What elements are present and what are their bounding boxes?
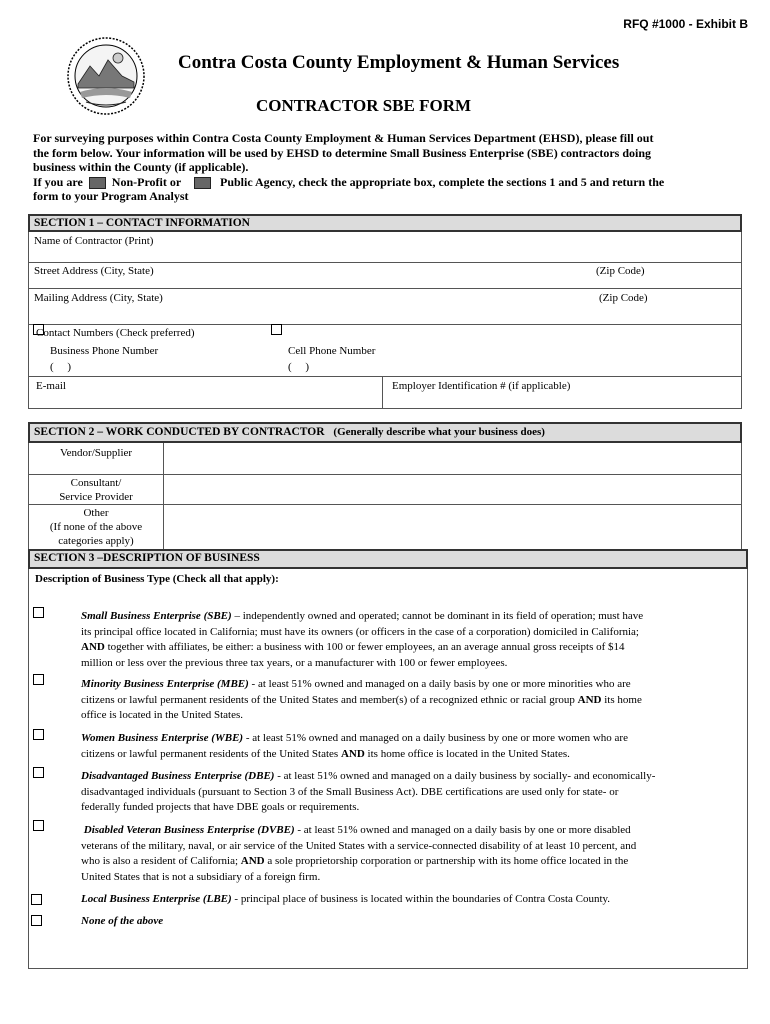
sbe-text: million or less over the previous three tax years, or a manufacturer with 100 or fewer employees. [81, 656, 508, 669]
lbe-text: - principal place of business is located within the boundaries of Contra Costa County. [231, 893, 611, 905]
sbe-description [81, 609, 741, 671]
intro-line: business within the County (if applicable). [33, 160, 249, 174]
non-profit-label: Non-Profit or [111, 174, 181, 189]
sbe-title: Small Business Enterprise (SBE) [81, 610, 232, 622]
street-address-label: Street Address (City, State) [34, 265, 154, 277]
county-seal-logo [66, 36, 146, 116]
business-phone-field[interactable]: ( ) [50, 361, 72, 373]
and-text: AND [340, 747, 365, 760]
and-text: AND [81, 641, 105, 653]
dbe-text: - at least 51% owned and managed on a daily business by socially- and economically- [274, 770, 656, 782]
consultant-field[interactable] [165, 475, 740, 503]
and-text: AND [240, 855, 265, 867]
wbe-checkbox[interactable] [33, 729, 44, 740]
consultant-label [29, 476, 163, 504]
row-label-line: Consultant/ [70, 477, 122, 489]
dbe-text: federally funded projects that have DBE goals or requirements. [81, 801, 360, 813]
none-checkbox[interactable] [31, 915, 42, 926]
sbe-checkbox[interactable] [33, 607, 44, 618]
wbe-description [81, 731, 741, 762]
row-label-line: categories apply) [58, 535, 134, 547]
business-type-subheader: Description of Business Type (Check all that apply): [35, 573, 279, 585]
dbe-title: Disadvantaged Business Enterprise (DBE) [81, 770, 275, 782]
email-field[interactable] [29, 393, 381, 407]
mbe-text: - at least 51% owned and managed on a daily basis by one or more minorities who are [248, 678, 631, 690]
row-label-line: Service Provider [59, 491, 133, 503]
cell-phone-field[interactable]: ( ) [288, 361, 310, 373]
row-label-line: (If none of the above [49, 521, 143, 533]
non-profit-checkbox[interactable] [89, 177, 106, 189]
dvbe-description [81, 823, 741, 885]
mbe-description [81, 677, 741, 724]
vendor-supplier-label [29, 446, 163, 460]
row-label-line: Vendor/Supplier [59, 447, 133, 459]
org-title: Contra Costa County Employment & Human Services [178, 52, 620, 73]
zip-code-label: (Zip Code) [596, 265, 645, 277]
dvbe-title: Disabled Veteran Business Enterprise (DVBE) [83, 824, 295, 836]
sbe-text: – independently owned and operated; cannot be dominant in its field of operation; must have [231, 610, 644, 622]
mbe-text: citizens or lawful permanent residents of the United States and member(s) of a recognized ethnic or racial group [81, 693, 578, 706]
mbe-text: its home [601, 693, 642, 706]
public-agency-label: Public Agency, check the appropriate box, complete the sections 1 and 5 and return the [220, 174, 665, 189]
contact-numbers-label: Contact Numbers (Check preferred) [36, 327, 195, 339]
intro-line: the form below. Your information will be used by EHSD to determine Small Business Enterprise (SBE) contractors doing [33, 145, 652, 160]
intro-line: form to your Program Analyst [33, 189, 189, 203]
business-phone-label: Business Phone Number [50, 345, 159, 357]
contractor-name-field[interactable] [29, 248, 741, 262]
form-title: CONTRACTOR SBE FORM [256, 96, 472, 115]
wbe-text: citizens or lawful permanent residents of the United States [81, 747, 341, 760]
section-2-header [28, 422, 742, 443]
dvbe-text: a sole proprietorship corporation or partnership with its home office located in the [264, 855, 629, 867]
zip-code-label: (Zip Code) [599, 292, 648, 304]
section-2-note: (Generally describe what your business does) [333, 426, 545, 438]
section-1-header: SECTION 1 – CONTACT INFORMATION [28, 214, 742, 232]
dbe-description [81, 769, 741, 816]
cell-phone-label: Cell Phone Number [288, 345, 376, 357]
vendor-supplier-field[interactable] [165, 444, 740, 473]
intro-text: If you are [33, 174, 83, 189]
intro-paragraph [33, 131, 763, 204]
none-of-the-above-label: None of the above [81, 915, 164, 927]
ein-label: Employer Identification # (if applicable) [392, 380, 571, 392]
mailing-address-label: Mailing Address (City, State) [34, 292, 163, 304]
intro-line-checkbox [33, 175, 763, 190]
section-2-title: SECTION 2 – WORK CONDUCTED BY CONTRACTOR [34, 426, 325, 438]
sbe-text: together with affiliates, be either: a business with 100 or fewer employees, an an average annual gross receipts of $14 [104, 641, 625, 653]
street-address-field[interactable] [29, 278, 741, 288]
intro-line: For surveying purposes within Contra Costa County Employment & Human Services Department (EHSD), please fill out [33, 131, 654, 145]
dbe-checkbox[interactable] [33, 767, 44, 778]
lbe-title: Local Business Enterprise (LBE) [81, 893, 232, 905]
dvbe-text: - at least 51% owned and managed on a daily basis by one or more disabled [294, 824, 631, 836]
other-label [29, 506, 163, 548]
lbe-description [81, 892, 741, 908]
dbe-text: disadvantaged individuals (pursuant to Section 3 of the Small Business Act). DBE certifications are used only for state- or [81, 785, 619, 798]
wbe-text: - at least 51% owned and managed on a daily business by one or more women who are [243, 732, 628, 744]
cell-phone-checkbox[interactable] [271, 324, 282, 335]
wbe-title: Women Business Enterprise (WBE) [81, 732, 244, 744]
dvbe-checkbox[interactable] [33, 820, 44, 831]
mbe-checkbox[interactable] [33, 674, 44, 685]
section-3-header: SECTION 3 –DESCRIPTION OF BUSINESS [28, 549, 748, 569]
and-text: AND [577, 693, 602, 706]
mbe-text: office is located in the United States. [81, 709, 244, 721]
sbe-text: its principal office located in California; must have its owners (or officers in the case of a corporation) domiciled in California; [81, 625, 639, 638]
dvbe-text: United States that is not a subsidiary of a foreign firm. [81, 870, 321, 883]
lbe-checkbox[interactable] [31, 894, 42, 905]
wbe-text: its home office is located in the United States. [364, 747, 570, 760]
contractor-name-label: Name of Contractor (Print) [34, 235, 154, 247]
dvbe-text: veterans of the military, naval, or air service of the United States with a service-connected disability of at least 10 percent, and [81, 839, 637, 852]
ein-field[interactable] [384, 393, 740, 407]
email-label: E-mail [36, 380, 66, 392]
mbe-title: Minority Business Enterprise (MBE) [81, 678, 249, 690]
mailing-address-field[interactable] [29, 305, 741, 324]
dvbe-text: who is also a resident of California; [81, 855, 241, 867]
other-field[interactable] [165, 505, 740, 548]
row-label-line: Other [83, 507, 109, 519]
public-agency-checkbox[interactable] [194, 177, 211, 189]
exhibit-label: RFQ #1000 - Exhibit B [623, 17, 748, 31]
